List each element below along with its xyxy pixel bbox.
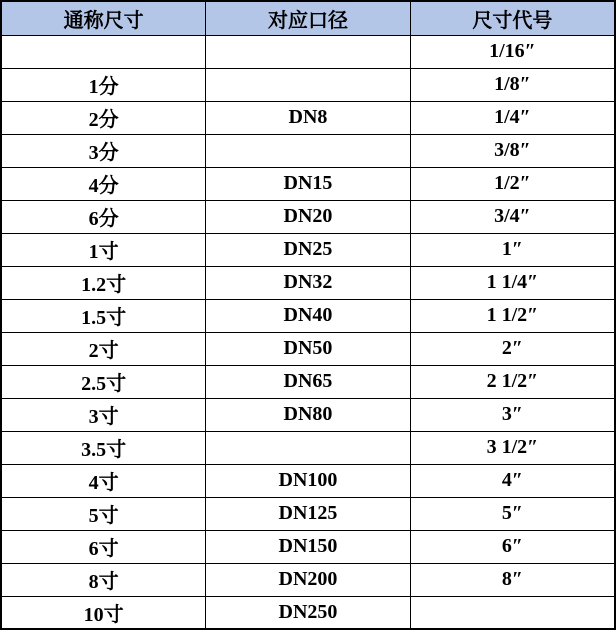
table-row xyxy=(1,332,615,365)
table-row xyxy=(1,101,615,134)
cell-size-code: 1/4″ xyxy=(410,101,615,134)
cell-dn-caliber: DN200 xyxy=(206,563,411,596)
cell-size-code: 1 1/4″ xyxy=(410,266,615,299)
cell-dn-caliber: DN40 xyxy=(206,299,411,332)
cell-common-size: 3.5寸 xyxy=(1,431,206,464)
cell-common-size: 5寸 xyxy=(1,497,206,530)
table-row xyxy=(1,365,615,398)
cell-dn-caliber: DN32 xyxy=(206,266,411,299)
cell-size-code: 2″ xyxy=(410,332,615,365)
table-row xyxy=(1,398,615,431)
column-header-dn-caliber: 对应口径 xyxy=(206,1,411,35)
header-row xyxy=(1,1,615,35)
cell-dn-caliber: DN150 xyxy=(206,530,411,563)
cell-size-code: 3 1/2″ xyxy=(410,431,615,464)
table-row xyxy=(1,563,615,596)
table-row xyxy=(1,431,615,464)
cell-size-code xyxy=(410,596,615,629)
cell-dn-caliber xyxy=(206,431,411,464)
cell-common-size: 10寸 xyxy=(1,596,206,629)
cell-common-size: 3分 xyxy=(1,134,206,167)
cell-dn-caliber: DN20 xyxy=(206,200,411,233)
cell-dn-caliber xyxy=(206,134,411,167)
cell-common-size: 8寸 xyxy=(1,563,206,596)
cell-common-size: 1寸 xyxy=(1,233,206,266)
cell-common-size: 2寸 xyxy=(1,332,206,365)
cell-dn-caliber: DN80 xyxy=(206,398,411,431)
table-row xyxy=(1,530,615,563)
column-header-common-size: 通称尺寸 xyxy=(1,1,206,35)
table-row xyxy=(1,35,615,68)
cell-common-size: 1.5寸 xyxy=(1,299,206,332)
cell-common-size: 1.2寸 xyxy=(1,266,206,299)
table-row xyxy=(1,68,615,101)
cell-dn-caliber xyxy=(206,35,411,68)
table-body xyxy=(1,35,615,629)
cell-size-code: 2 1/2″ xyxy=(410,365,615,398)
cell-size-code: 1″ xyxy=(410,233,615,266)
cell-size-code: 3″ xyxy=(410,398,615,431)
cell-common-size: 2分 xyxy=(1,101,206,134)
table-row xyxy=(1,167,615,200)
table-row xyxy=(1,497,615,530)
cell-common-size: 2.5寸 xyxy=(1,365,206,398)
cell-dn-caliber: DN125 xyxy=(206,497,411,530)
cell-dn-caliber: DN8 xyxy=(206,101,411,134)
cell-common-size: 3寸 xyxy=(1,398,206,431)
table-row xyxy=(1,266,615,299)
cell-dn-caliber: DN25 xyxy=(206,233,411,266)
cell-size-code: 3/4″ xyxy=(410,200,615,233)
cell-dn-caliber xyxy=(206,68,411,101)
cell-size-code: 1/8″ xyxy=(410,68,615,101)
cell-size-code: 1 1/2″ xyxy=(410,299,615,332)
table-row xyxy=(1,134,615,167)
cell-size-code: 1/16″ xyxy=(410,35,615,68)
table-row xyxy=(1,200,615,233)
cell-dn-caliber: DN250 xyxy=(206,596,411,629)
cell-common-size: 6寸 xyxy=(1,530,206,563)
cell-size-code: 3/8″ xyxy=(410,134,615,167)
cell-common-size: 4寸 xyxy=(1,464,206,497)
table-row xyxy=(1,596,615,629)
cell-size-code: 8″ xyxy=(410,563,615,596)
table-row xyxy=(1,464,615,497)
cell-common-size: 1分 xyxy=(1,68,206,101)
cell-dn-caliber: DN15 xyxy=(206,167,411,200)
cell-size-code: 1/2″ xyxy=(410,167,615,200)
cell-dn-caliber: DN100 xyxy=(206,464,411,497)
column-header-size-code: 尺寸代号 xyxy=(410,1,615,35)
cell-common-size xyxy=(1,35,206,68)
cell-common-size: 4分 xyxy=(1,167,206,200)
cell-dn-caliber: DN65 xyxy=(206,365,411,398)
cell-size-code: 6″ xyxy=(410,530,615,563)
cell-common-size: 6分 xyxy=(1,200,206,233)
table-row xyxy=(1,233,615,266)
table-row xyxy=(1,299,615,332)
cell-size-code: 4″ xyxy=(410,464,615,497)
cell-dn-caliber: DN50 xyxy=(206,332,411,365)
cell-size-code: 5″ xyxy=(410,497,615,530)
